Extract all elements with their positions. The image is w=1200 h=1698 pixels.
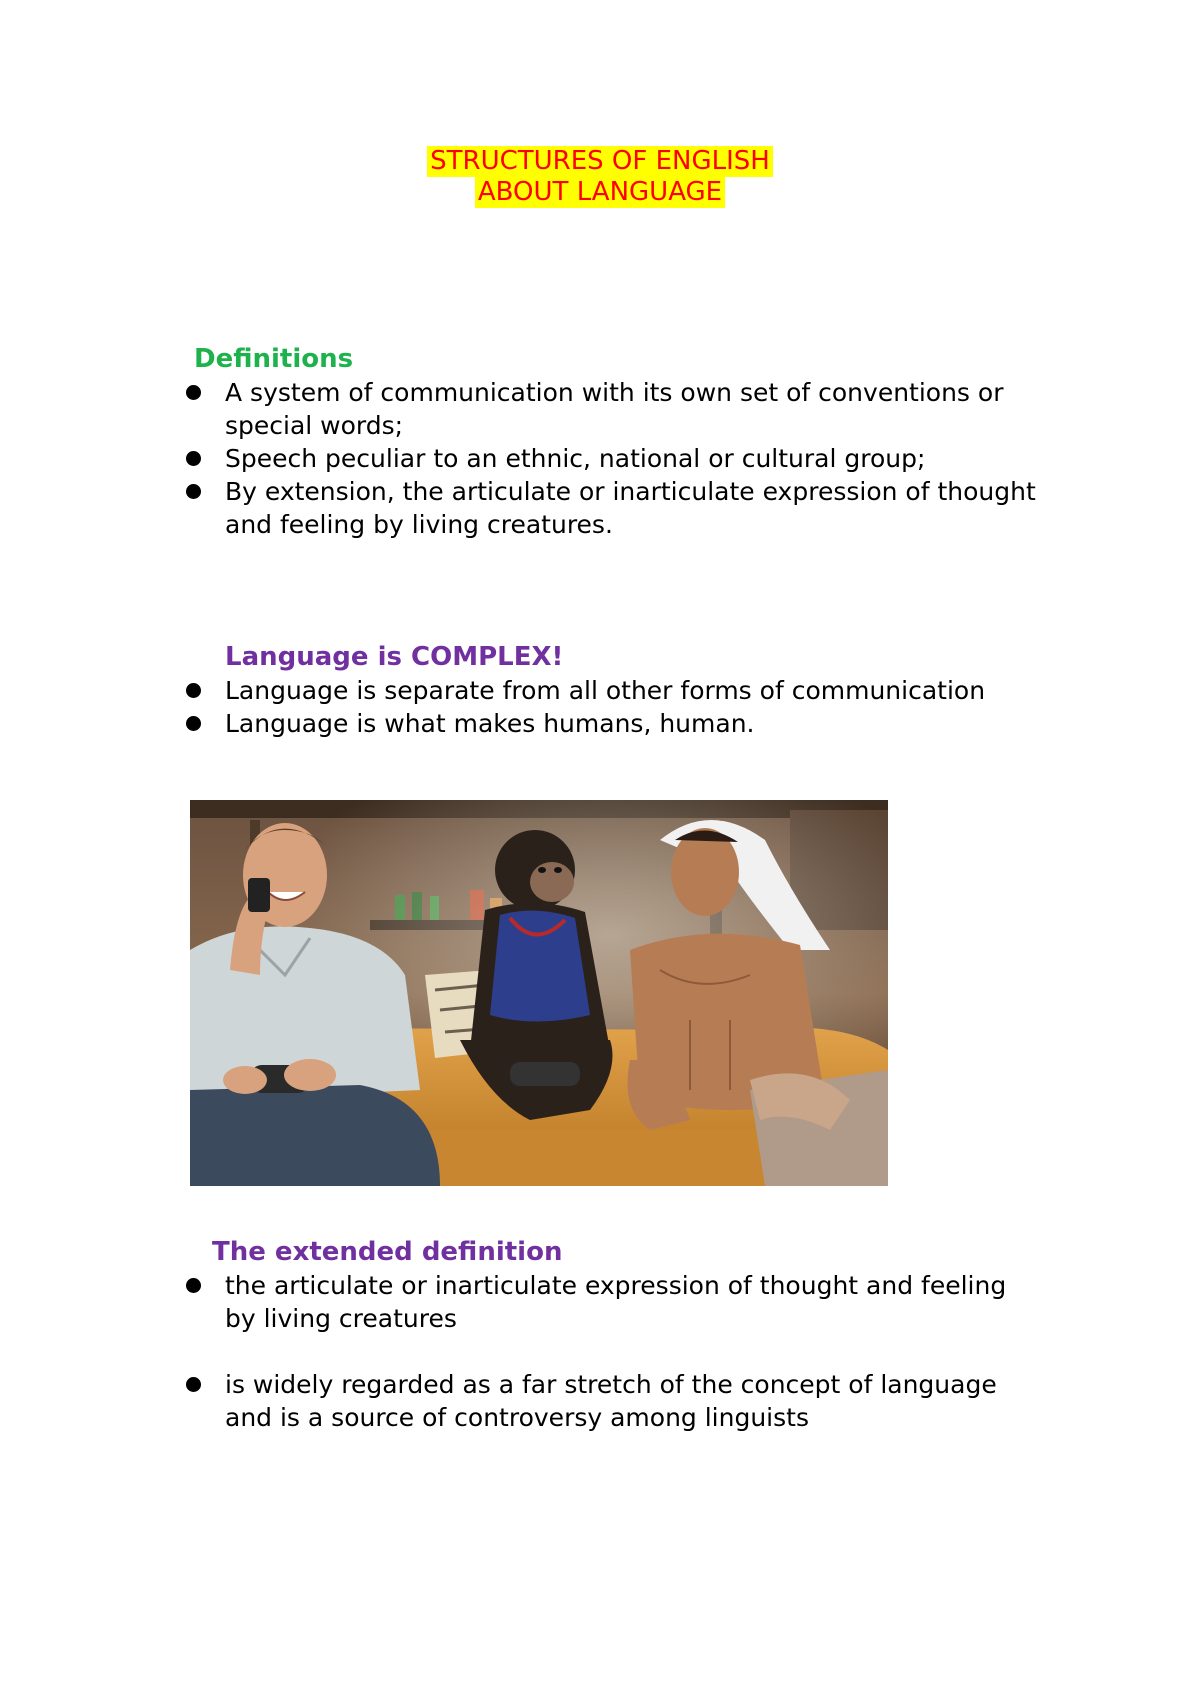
bullet-icon [186,716,201,731]
title-line-1: STRUCTURES OF ENGLISH [427,146,773,177]
bullet-icon [186,683,201,698]
extended-section [184,1236,1044,1434]
definitions-section [184,343,1044,541]
couch-scene-photo [190,800,888,1186]
list-item [184,1368,1044,1434]
list-item-text: Language is separate from all other forms of communication [225,676,986,705]
list-item [184,674,1044,707]
definitions-heading: Definitions [194,344,354,374]
list-item [184,707,1044,740]
title-line-2: ABOUT LANGUAGE [475,177,725,208]
list-item-text: By extension, the articulate or inarticulate expression of thought and feeling by living creatures. [225,477,1036,539]
bullet-icon [186,1278,201,1293]
list-item [184,1269,1044,1335]
bullet-icon [186,1377,201,1392]
list-item [184,442,1044,475]
list-item-text: the articulate or inarticulate expression of thought and feeling by living creatures [225,1271,1007,1333]
bullet-icon [186,451,201,466]
bullet-icon [186,484,201,499]
complex-heading: Language is COMPLEX! [225,642,564,672]
extended-heading: The extended definition [212,1237,563,1267]
list-item-text: Speech peculiar to an ethnic, national or cultural group; [225,444,926,473]
bullet-icon [186,385,201,400]
photo-illustration [190,800,888,1186]
definitions-list [184,376,1044,541]
list-item-text: Language is what makes humans, human. [225,709,755,738]
complex-section [184,641,1044,740]
list-item [184,376,1044,442]
complex-list [184,674,1044,740]
list-item-text: A system of communication with its own set of conventions or special words; [225,378,1004,440]
list-item [184,475,1044,541]
document-title [0,146,1200,208]
extended-list [184,1269,1044,1434]
list-item-text: is widely regarded as a far stretch of the concept of language and is a source of controversy among linguists [225,1370,997,1432]
